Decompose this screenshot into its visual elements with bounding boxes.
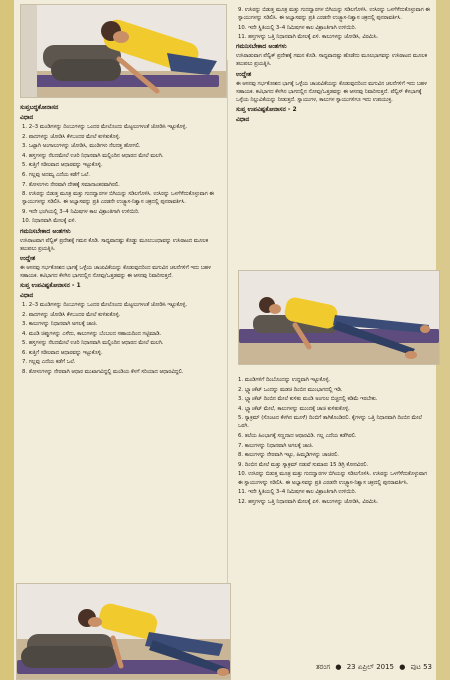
purpose-body-1: ಈ ಆಸನವು ಗರ್ಭಕೋಶದ ಭಾಗಕ್ಕೆ ಒಳ್ಳೆಯ ಚಾಚುವಿಕೆಯನ್ನು ಕೊಡುವುದರಿಂದ ಮಗುವಿನ ಚಲನೆಗಳಿಗೆ ಇದು ಬಹಳ ಸಹಾಯಕ. ಕಟಿಭಾಗದ ಕೆಳಗಿನ ಭಾಗದಲ್ಲಿನ ನೋವು/ಒತ್ತಡವನ್ನು ಈ ಆಸನವು ನಿವಾರಿಸುತ್ತದೆ. (20, 264, 211, 279)
list-item: 6. ಕುತ್ತಿಗೆ ಸಡಿಲವಾದ ಆಧಾರವನ್ನು ಇಟ್ಟುಕೊಳ್ಳಿ. (22, 349, 103, 356)
list-item: 11. ಇದೇ ಸ್ಥಿತಿಯಲ್ಲಿ 3–4 ನಿಮಿಷಗಳ ಕಾಲ ವಿಶ್ರಾಂತಿಗಾಗಿ ಉಳಿಯಿರಿ. (238, 489, 357, 496)
footer-page-number: ಪುಟ 53 (410, 663, 432, 671)
list-item: 10. ಇದೇ ಸ್ಥಿತಿಯಲ್ಲಿ 3–4 ನಿಮಿಷಗಳ ಕಾಲ ವಿಶ್ರಾಂತಿಗಾಗಿ ಉಳಿಯಿರಿ. (238, 24, 357, 31)
section-title-supta-upavistha-konasana-1: ಸುಪ್ತ ಉಪವಿಷ್ಟಕೋನಾಸನ - 1 (20, 281, 81, 289)
list-item: 7. ತೋಳುಗಳು ನೇರವಾಗಿ ದೇಹಕ್ಕೆ ಸಮಾನಾಂತರವಾಗಿರಲಿ. (22, 181, 120, 188)
list-item: 4. ಹಸ್ತಗಳನ್ನು ನೆಲದಮೇಲೆ ಊರಿ ನಿಧಾನವಾಗಿ ಮಲ್ಲಿಂದಿನ ಆಧಾರದ ಮೇಲೆ ಮಲಗಿ. (22, 152, 164, 159)
page-footer (232, 660, 432, 674)
list-item: 5. ಹಸ್ತಗಳನ್ನು ನೆಲದಮೇಲೆ ಊರಿ ನಿಧಾನವಾಗಿ ಮಲ್ಲಿಂದಿನ ಆಧಾರದ ಮೇಲೆ ಮಲಗಿ. (22, 340, 164, 347)
list-item: 3. ಒಟ್ಟಾಗಿ ಅಂಗಾಲುಗಳನ್ನು ಜೋಡಿಸಿ, ಮಂಡಿಗಳು ನೆಲದತ್ತ ಹೋಗಲಿ. (22, 143, 141, 150)
photo-supta-baddha-konasana (20, 4, 227, 98)
list-item: 1. 2–3 ಮಂಡಿಗಳನ್ನು ದಿಂಬುಗಳನ್ನು ಒಂದರ ಮೇಲೊಂದು ಮೆಟ್ಟಲುಗಳಂತೆ ಜೋಡಿಸಿ ಇಟ್ಟುಕೊಳ್ಳಿ. (22, 124, 188, 130)
left-color-strip (0, 0, 14, 680)
list-item: 5. ಕುತ್ತಿಗೆ ಸಡಿಲವಾದ ಆಧಾರವನ್ನು ಇಟ್ಟುಕೊಳ್ಳಿ. (22, 162, 103, 169)
list-item: 8. ಉಸಿರನ್ನು ಬಿಡುತ್ತ ಮೂತ್ರ ಮತ್ತು ಗುದದ್ವಾರಗಳ ಬಿಗಿಯನ್ನು ಸಡಿಲಗೊಳಿಸಿ. ಉಸಿರನ್ನು ಒಳಗೆಳೆದುಕೊಳ್ಳುವಾಗ ಈ ಸ್ನಾಯುಗಳನ್ನು ಸಡಿಲಿಸಿ. ಈ ಅಭ್ಯಾಸವನ್ನು ಪ್ರತಿ ಎರಡನೇ ಉಚ್ಛ್ವಾಸ-ನಿಶ್ವಾಸ ಚಕ್ರದಲ್ಲಿ ಪುನರಾವರ್ತಿಸಿ. (22, 191, 214, 206)
list-item: 9. ಇದೇ ಭಂಗಿಯಲ್ಲಿ 3–4 ನಿಮಿಷಗಳ ಕಾಲ ವಿಶ್ರಾಂತಿಗಾಗಿ ಉಳಿಯಿರಿ. (22, 208, 140, 215)
list-item: 12. ಹಸ್ತಗಳನ್ನು ಒತ್ತಿ ನಿಧಾನವಾಗಿ ಮೇಲಕ್ಕೆ ಏಳಿ. ಕಾಲುಗಳನ್ನು ಜೋಡಿಸಿ, ವಿರಮಿಸಿ. (238, 498, 379, 505)
list-item: 9. ಉಸಿರನ್ನು ಬಿಡುತ್ತ ಮೂತ್ರ ಮತ್ತು ಗುದದ್ವಾರಗಳ ಬಿಗಿಯನ್ನು ಸಡಿಲಗೊಳಿಸಿ. ಉಸಿರನ್ನು ಒಳಗೆಳೆದುಕೊಳ್ಳುವಾಗ ಈ ಸ್ನಾಯುಗಳನ್ನು ಸಡಿಲಿಸಿ. ಈ ಅಭ್ಯಾಸವನ್ನು ಪ್ರತಿ ಎರಡನೇ ಉಚ್ಛ್ವಾಸ-ನಿಶ್ವಾಸ ಚಕ್ರದಲ್ಲಿ ಪುನರಾವರ್ತಿಸಿ. (238, 7, 430, 22)
photo-supta-upavistha-konasana-2 (238, 270, 440, 365)
list-item: 8. ಕಾಲುಗಳನ್ನು ನೇರವಾಗಿ ಇಟ್ಟು, ಹಿಮ್ಮಡಿಗಳನ್ನು ಚಾಚಿರಲಿ. (238, 452, 339, 459)
notes-body-2: ಉಸಿರಾಡುವಾಗ ಪೆಲ್ವಿಕ್ ಪ್ರದೇಶಕ್ಕೆ ಗಮನ ಕೊಡಿ. ಸಾಧ್ಯವಾದಷ್ಟು ಹೊಡೆದು ಮೂಲಭಾಗವನ್ನು ಉಸಿರಾಟದ ಮೂಲಕ ತಲುಪಲು ಪ್ರಯತ್ನಿಸಿ. (236, 53, 428, 68)
list-item: 3. ಕಾಲುಗಳನ್ನು ನಿಧಾನವಾಗಿ ಅಗಲಕ್ಕೆ ಚಾಚಿ. (22, 321, 98, 328)
right-text-column-bottom (236, 376, 432, 507)
purpose-heading-2: ಉದ್ದೇಶ (236, 70, 252, 78)
list-item: 9. ದಿಂಬಿನ ಮೇಲೆ ಮತ್ತು ಸ್ಯಾಕ್ರಮ್ ನಡುವೆ ಸುಮಾರು 15 ಡಿಗ್ರಿ ಕೋನವಿರಲಿ. (238, 461, 369, 468)
section-subtitle-method-1: ವಿಧಾನ (20, 114, 34, 121)
yoga-pose-illustration-1 (21, 5, 226, 97)
list-item: 10. ಉಸಿರನ್ನು ಬಿಡುತ್ತ ಮೂತ್ರ ಮತ್ತು ಗುದದ್ವಾರಗಳ ಬಿಗಿಯನ್ನು ಸಡಿಲಗೊಳಿಸಿ. ಉಸಿರನ್ನು ಒಳಗೆಳೆದುಕೊಳ್ಳುವಾಗ ಈ ಸ್ನಾಯುಗಳನ್ನು ಸಡಿಲಿಸಿ. ಈ ಅಭ್ಯಾಸವನ್ನು ಪ್ರತಿ ಎರಡನೇ ಉಚ್ಛ್ವಾಸ-ನಿಶ್ವಾಸ ಚಕ್ರದಲ್ಲಿ ಪುನರಾವರ್ತಿಸಿ. (238, 471, 427, 486)
column-divider (227, 60, 228, 600)
notes-heading-2: ಗಮನಿಸಬೇಕಾದ ಅಂಶಗಳು (236, 43, 287, 51)
list-item: 2. ಪಾದಗಳನ್ನು ಜೋಡಿಸಿ ಕೆಳಬಂದರ ಮೇಲೆ ಕುಳಿತುಕೊಳ್ಳಿ. (22, 311, 121, 318)
list-item: 2. ಬ್ಲ್ಯಾಂಕೆಟ್ ಒಂದನ್ನು ಮಡಚಿ ದಿಂಬಿನ ಮುಂಭಾಗದಲ್ಲಿ ಇಡಿ. (238, 386, 343, 393)
purpose-heading-1: ಉದ್ದೇಶ (20, 254, 36, 262)
list-item: 6. ಗಲ್ಲವು ಅದಮ್ಯ ಎದೆಯ ಕಡೆಗೆ ಒಲೆ. (22, 171, 90, 178)
section-title-supta-upavistha-konasana-2: ಸುಪ್ತ ಉಪವಿಷ್ಟಕೋನಾಸನ - 2 (236, 105, 297, 113)
list-item: 2. ಪಾದಗಳನ್ನು ಜೋಡಿಸಿ ಕೆಳಬಂದರ ಮೇಲೆ ಕುಳಿತುಕೊಳ್ಳಿ. (22, 133, 121, 140)
list-item: 8. ತೋಳುಗಳನ್ನು ನೇರವಾಗಿ ಆಧಾರ ಮುಖಾಗವಿದ್ದಲ್ಲಿ ಮಂಡಿಯ ಕೆಳಗೆ ಸರಿಯಾದ ಆಧಾರವಿದ್ದಲಿ. (22, 369, 184, 376)
list-item: 3. ಬ್ಲ್ಯಾಂಕೆಟ್ ದಿಂಬಿನ ಮೇಲೆ ಕುಳಿತು ಮಂಡಿ ಅಂಗುಲ ಬಿಚ್ಚದಲ್ಲಿ ಕಡಿಮೆ ಇರಬೇಕು. (238, 396, 378, 403)
footer-magazine-name: ತರಂಗ (315, 663, 331, 671)
yoga-pose-illustration-3 (17, 584, 230, 679)
list-item: 1. 2–3 ಮಂಡಿಗಳನ್ನು ದಿಂಬುಗಳನ್ನು ಒಂದರ ಮೇಲೊಂದು ಮೆಟ್ಟಲುಗಳಂತೆ ಜೋಡಿಸಿ ಇಟ್ಟುಕೊಳ್ಳಿ. (22, 301, 188, 308)
list-item: 6. ತಲೆಯ ಹಿಂಭಾಗಕ್ಕೆ ಸಣ್ಣದಾದ ಆಧಾರವಿಡಿ. ಗಲ್ಲ ಎದೆಯ ಕಡೆಗಿರಲಿ. (238, 433, 357, 440)
section-title-supta-baddha-konasana: ಸುಪ್ತಬದ್ಧಕೋನಾಸನ (20, 104, 59, 111)
yoga-pose-illustration-2 (239, 271, 439, 364)
right-text-column-top (236, 6, 432, 125)
footer-bullet: ● (335, 663, 342, 671)
notes-heading-1: ಗಮನಿಸಬೇಕಾದ ಅಂಶಗಳು (20, 227, 71, 235)
footer-bullet: ● (399, 663, 406, 671)
list-item: 11. ಹಸ್ತಗಳನ್ನು ಒತ್ತಿ ನಿಧಾನವಾಗಿ ಮೇಲಕ್ಕೆ ಏಳಿ. ಕಾಲುಗಳನ್ನು ಜೋಡಿಸಿ, ವಿರಮಿಸಿ. (238, 34, 379, 41)
photo-supta-upavistha-konasana-1 (16, 583, 231, 680)
list-item: 4. ಮಂಡಿ ಚಿಪ್ಪುಗಳನ್ನು ಎಳೆದು, ಕಾಲುಗಳನ್ನು ಬೆಂಬಲದ ಸಹಾಯದಿಂದ ಗಟ್ಟಿಮಾಡಿ. (22, 330, 162, 337)
list-item: 7. ಕಾಲುಗಳನ್ನು ನಿಧಾನವಾಗಿ ಅಗಲಕ್ಕೆ ಚಾಚಿ. (238, 442, 314, 449)
section-subtitle-method-2: ವಿಧಾನ (20, 291, 34, 299)
notes-body-1: ಉಸಿರಾಟವಾಗ ಪೆಲ್ವಿಕ್ ಪ್ರದೇಶಕ್ಕೆ ಗಮನ ಕೊಡಿ. ಸಾಧ್ಯವಾದಷ್ಟು ಕೊಡ್ಡು ಮೂಲಬಂಧಾವನ್ನು ಉಸಿರಾಟದ ಮೂಲಕ ತಲುಪಲು ಪ್ರಯತ್ನಿಸಿ. (20, 237, 208, 252)
section-subtitle-method-3: ವಿಧಾನ (236, 115, 250, 123)
purpose-body-2: ಈ ಆಸನವು ಗರ್ಭಕೋಶದ ಭಾಗಕ್ಕೆ ಒಳ್ಳೆಯ ಚಾಚುವಿಕೆಯನ್ನು ಕೊಡುವುದರಿಂದ ಮಗುವಿನ ಚಲನೆಗಳಿಗೆ ಇದು ಬಹಳ ಸಹಾಯಕ. ಕಟಿಭಾಗದ ಕೆಳಗಿನ ಭಾಗದಲ್ಲಿನ ನೋವು/ಒತ್ತಡವನ್ನು ಈ ಆಸನವು ನಿವಾರಿಸುತ್ತದೆ. ಪೆಲ್ವಿಸ್ ಕೆಳಭಾಗಕ್ಕೆ ಒಳ್ಳೆಯ ನಿಲ್ಲುವಿಕೆಯನ್ನು ನೀಡುತ್ತದೆ. ಸ್ನಾಯುಗಳ, ಕಾಲುಗಳ ಸ್ನಾಯುಗಳಿಗೂ ಇದು ಉಪಯುಕ್ತ. (236, 80, 427, 103)
left-text-column (20, 102, 223, 378)
list-item: 5. ಸ್ಯಾಕ್ರಮ್ (ಸೊಂಟದ ಕೆಳಗಿನ ಮೂಳೆ) ದಿಂಬಿಗೆ ತಾಗಿಕೊಂಡಿರಲಿ. ಕೈಗಳನ್ನು ಒತ್ತಿ ನಿಧಾನವಾಗಿ ದಿಂಬಿನ ಮೇಲೆ ಒರಗಿ. (238, 415, 422, 430)
list-item: 10. ನಿಧಾನವಾಗಿ ಮೇಲಕ್ಕೆ ಏಳಿ. (22, 218, 77, 225)
list-item: 7. ಗಲ್ಲವು ಎದೆಯ ಕಡೆಗೆ ಒಲೆ. (22, 359, 76, 366)
footer-date: 23 ಏಪ್ರಿಲ್ 2015 (346, 663, 395, 671)
list-item: 4. ಬ್ಲ್ಯಾಂಕೆಟ್ ಮೇಲೆ, ಕಾಲುಗಳನ್ನು ಮುಂದಕ್ಕೆ ಚಾಚಿ ಕುಳಿತುಕೊಳ್ಳಿ. (238, 405, 350, 412)
list-item: 1. ಮಂಡಿಗಳಿಗೆ ದಿಂಬೊಂದನ್ನು ಉದ್ದವಾಗಿ ಇಟ್ಟುಕೊಳ್ಳಿ. (238, 377, 331, 383)
